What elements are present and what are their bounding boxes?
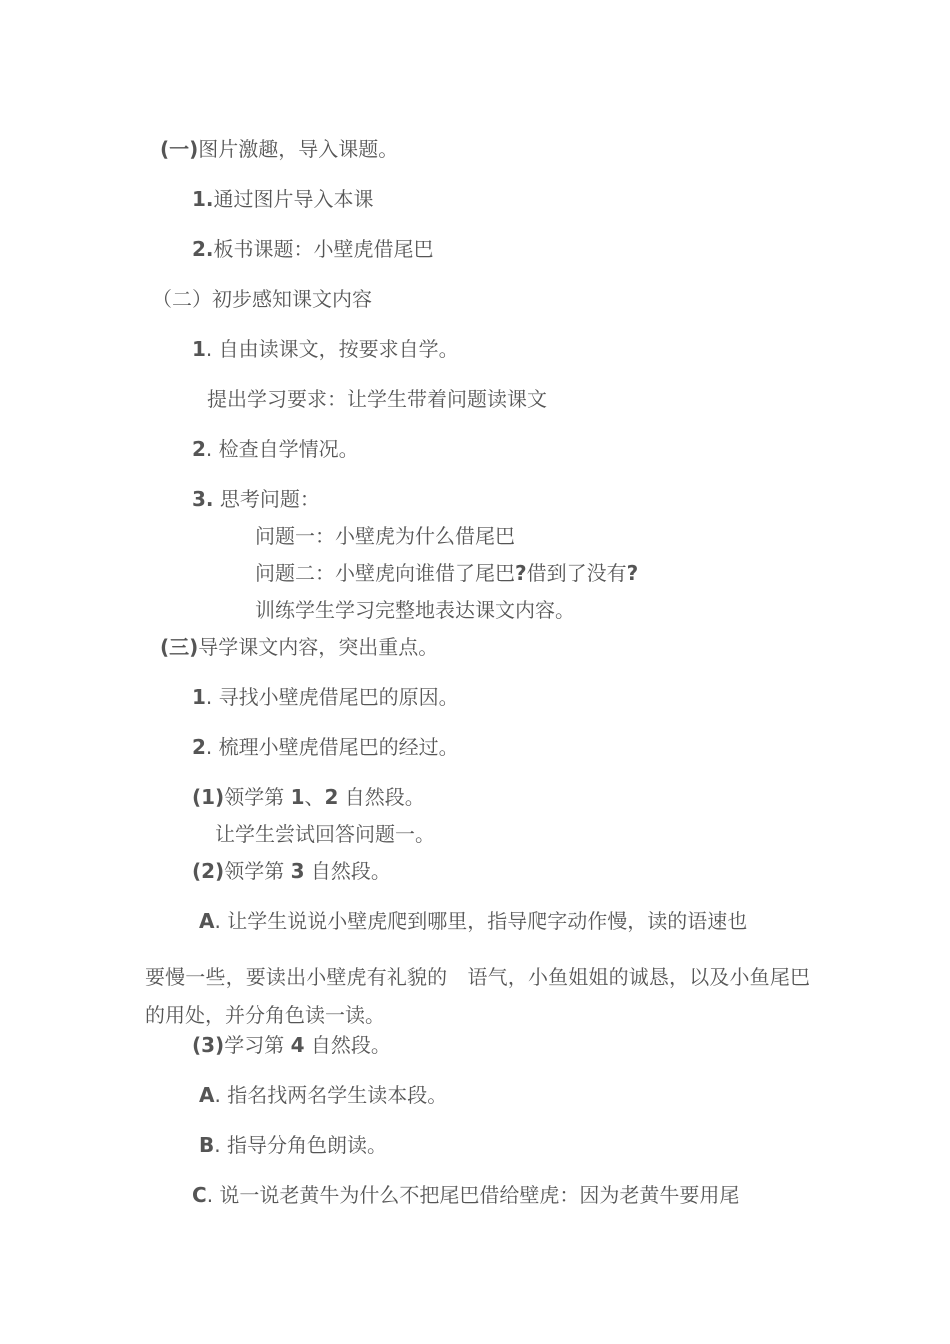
step-item <box>192 1182 739 1208</box>
item-text: 板书课题：小壁虎借尾巴 <box>213 237 434 261</box>
list-item <box>192 336 459 362</box>
paragraph-number: 4 <box>290 1033 305 1057</box>
sub-item <box>192 1032 391 1058</box>
item-number: 1 <box>192 685 206 709</box>
list-item <box>192 436 359 462</box>
step-text: . 说一说老黄牛为什么不把尾巴借给壁虎：因为老黄牛要用尾 <box>206 1183 740 1207</box>
step-letter: B <box>199 1133 215 1157</box>
sub-item-number: (1) <box>192 785 225 809</box>
sub-item <box>192 784 425 810</box>
section-number: (一) <box>160 137 199 161</box>
item-number: 1 <box>192 337 206 361</box>
item-number: 2. <box>192 237 214 261</box>
step-letter: A <box>199 909 215 933</box>
item-text: 思考问题： <box>213 487 320 511</box>
step-text: . 让学生说说小壁虎爬到哪里，指导爬字动作慢，读的语速也 <box>214 909 748 933</box>
step-item <box>199 1082 447 1108</box>
step-continuation: 要慢一些，要读出小壁虎有礼貌的 语气，小鱼姐姐的诚恳，以及小鱼尾巴的用处，并分角色读一读。 <box>145 965 810 1027</box>
step-text: . 指导分角色朗读。 <box>214 1133 387 1157</box>
sub-text: 提出学习要求：让学生带着问题读课文 <box>207 387 547 411</box>
question-mark: ? <box>626 561 639 585</box>
sub-item <box>192 858 391 884</box>
sub-item-text: 领学第 <box>224 859 291 883</box>
list-item <box>192 734 459 760</box>
section-title: 图片激趣，导入课题。 <box>198 137 399 161</box>
item-number: 1. <box>192 187 214 211</box>
sub-item-text: 学习第 <box>224 1033 291 1057</box>
item-number: 2 <box>192 437 206 461</box>
step-item <box>199 908 747 934</box>
question-one: 问题一：小壁虎为什么借尾巴 <box>255 524 515 548</box>
step-letter: C <box>192 1183 207 1207</box>
step-letter: A <box>199 1083 215 1107</box>
step-item <box>199 1132 387 1158</box>
item-text: . 梳理小壁虎借尾巴的经过。 <box>205 735 459 759</box>
section-title: 导学课文内容，突出重点。 <box>198 635 439 659</box>
item-text: . 检查自学情况。 <box>205 437 359 461</box>
sub-item-text: 自然段。 <box>338 785 425 809</box>
item-text: 通过图片导入本课 <box>213 187 374 211</box>
section-three-heading <box>160 634 438 660</box>
paragraph-number: 1 <box>290 785 305 809</box>
training-note: 训练学生学习完整地表达课文内容。 <box>255 598 575 622</box>
list-item <box>192 684 459 710</box>
sub-item-number: (2) <box>192 859 225 883</box>
list-item <box>192 186 374 212</box>
section-two-heading: （二）初步感知课文内容 <box>152 287 372 311</box>
question-text: 借到了没有 <box>526 561 627 585</box>
item-text: . 自由读课文，按要求自学。 <box>205 337 459 361</box>
sub-item-text: 自然段。 <box>304 1033 391 1057</box>
section-number: (三) <box>160 635 199 659</box>
paragraph-number: 3 <box>290 859 305 883</box>
item-text: . 寻找小壁虎借尾巴的原因。 <box>205 685 459 709</box>
item-number: 2 <box>192 735 206 759</box>
question-mark: ? <box>515 561 527 585</box>
section-one-heading <box>160 136 398 162</box>
paragraph-number: 2 <box>324 785 339 809</box>
list-item <box>192 236 434 262</box>
sub-item-text: 、 <box>304 785 325 809</box>
sub-item-number: (3) <box>192 1033 225 1057</box>
sub-item-text: 自然段。 <box>304 859 391 883</box>
sub-text: 让学生尝试回答问题一。 <box>215 822 435 846</box>
question-text: 问题二：小壁虎向谁借了尾巴 <box>255 561 515 585</box>
list-item <box>192 486 320 512</box>
question-two <box>255 560 638 586</box>
step-text: . 指名找两名学生读本段。 <box>214 1083 448 1107</box>
item-number: 3. <box>192 487 214 511</box>
sub-item-text: 领学第 <box>224 785 291 809</box>
